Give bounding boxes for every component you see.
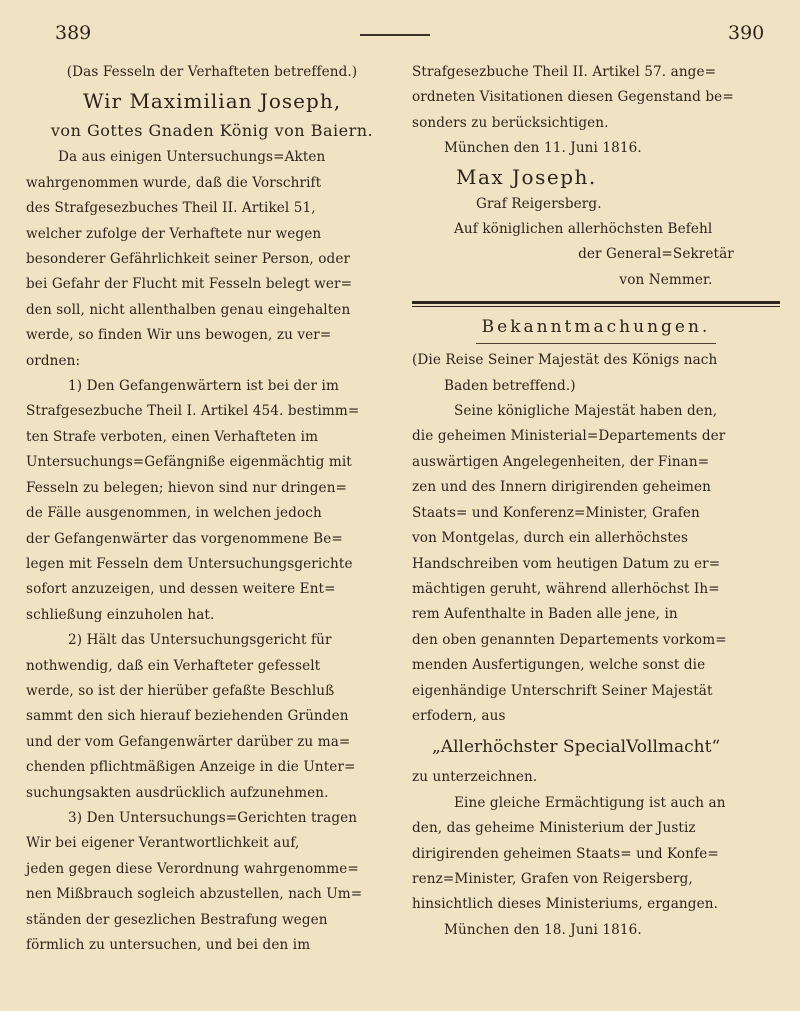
intro-line: ordnen: <box>26 352 81 369</box>
closing-line: Eine gleiche Ermächtigung ist auch an <box>454 794 726 811</box>
page-number-left: 389 <box>55 22 92 44</box>
decree-subject: (Das Fesseln der Verhafteten betreffend.) <box>66 64 358 80</box>
item-2-line: suchungsakten ausdrücklich aufzunehmen. <box>26 784 329 801</box>
intro-line: des Strafgesezbuches Theil II. Artikel 51, <box>26 200 316 217</box>
section-underline <box>476 343 716 344</box>
header-rule <box>360 34 430 36</box>
item-1-line: de Fälle ausgenommen, in welchen jedoch <box>26 505 322 522</box>
decree-title-line-1: Wir Maximilian Joseph, <box>82 89 342 114</box>
order-line: Auf königlichen allerhöchsten Befehl <box>454 221 713 238</box>
notice-line: Handschreiben vom heutigen Datum zu er= <box>412 555 721 572</box>
decree-title-line-2: von Gottes Gnaden König von Baiern. <box>50 121 374 141</box>
special-authority-heading: „Allerhöchster SpecialVollmacht“ <box>432 737 721 758</box>
item-3-line: förmlich zu untersuchen, und bei den im <box>26 937 311 953</box>
intro-line: Da aus einigen Untersuchungs=Akten <box>58 149 326 166</box>
section-divider <box>412 301 780 307</box>
item-2-line: werde, so ist der hierüber gefaßte Beschluß <box>26 682 335 699</box>
item-1-line: schließung einzuholen hat. <box>26 606 215 623</box>
notice-subject: Baden betreffend.) <box>444 377 576 394</box>
closing-line: dirigirenden geheimen Staats= und Konfe= <box>412 845 719 862</box>
item-1-line: sofort anzuzeigen, und dessen weitere Ent= <box>26 581 336 598</box>
item-2-line: chenden pflichtmäßigen Anzeige in die Unter= <box>26 759 356 776</box>
closing-line: hinsichtlich dieses Ministeriums, ergangen. <box>412 896 718 913</box>
item-2-line: nothwendig, daß ein Verhafteter gefesselt <box>26 657 321 674</box>
royal-signature: Max Joseph. <box>456 164 597 189</box>
notice-line: auswärtigen Angelegenheiten, der Finan= <box>412 453 710 470</box>
page-number-right: 390 <box>728 22 765 44</box>
right-column <box>412 60 780 943</box>
left-column <box>26 60 398 958</box>
item-1-line: Untersuchungs=Gefängniße eigenmächtig mit <box>26 454 352 471</box>
section-title: Bekanntmachungen. <box>481 317 711 338</box>
item-2-line: sammt den sich hierauf beziehenden Gründen <box>26 708 349 725</box>
decree-date: München den 11. Juni 1816. <box>444 140 642 157</box>
notice-date: München den 18. Juni 1816. <box>444 921 642 938</box>
continuation-line: ordneten Visitationen diesen Gegenstand be= <box>412 89 734 106</box>
intro-line: welcher zufolge der Verhaftete nur wegen <box>26 225 322 242</box>
item-1-line: Fesseln zu belegen; hievon sind nur dringen= <box>26 479 348 496</box>
item-1-line: legen mit Fesseln dem Untersuchungsgerichte <box>26 555 353 572</box>
notice-line: menden Ausfertigungen, welche sonst die <box>412 657 706 674</box>
intro-line: werde, so finden Wir uns bewogen, zu ver= <box>26 327 332 344</box>
item-2-line: 2) Hält das Untersuchungsgericht für <box>68 632 332 649</box>
item-1-line: 1) Den Gefangenwärtern ist bei der im <box>68 378 339 395</box>
item-3-line: ständen der gesezlichen Bestrafung wegen <box>26 911 328 928</box>
notice-line: zen und des Innern dirigirenden geheimen <box>412 479 712 496</box>
closing-line: zu unterzeichnen. <box>412 769 538 786</box>
notice-line: den oben genannten Departements vorkom= <box>412 631 727 648</box>
item-1-line: Strafgesezbuche Theil I. Artikel 454. bestimm= <box>26 403 360 420</box>
notice-line: von Montgelas, durch ein allerhöchstes <box>412 530 689 547</box>
item-3-line: nen Mißbrauch sogleich abzustellen, nach Um= <box>26 886 363 903</box>
closing-line: renz=Minister, Grafen von Reigersberg, <box>412 870 693 887</box>
notice-line: eigenhändige Unterschrift Seiner Majestät <box>412 682 713 699</box>
continuation-line: Strafgesezbuche Theil II. Artikel 57. ange= <box>412 64 717 80</box>
notice-line: erfodern, aus <box>412 707 506 724</box>
notice-line: Staats= und Konferenz=Minister, Grafen <box>412 504 700 521</box>
intro-line: wahrgenommen wurde, daß die Vorschrift <box>26 174 322 191</box>
continuation-line: sonders zu berücksichtigen. <box>412 114 609 131</box>
countersignature: Graf Reigersberg. <box>476 195 602 212</box>
order-line: von Nemmer. <box>619 271 713 288</box>
item-1-line: der Gefangenwärter das vorgenommene Be= <box>26 530 343 547</box>
notice-line: Seine königliche Majestät haben den, <box>454 403 718 420</box>
order-line: der General=Sekretär <box>578 246 734 263</box>
intro-line: besonderer Gefährlichkeit seiner Person, oder <box>26 251 351 268</box>
item-1-line: ten Strafe verboten, einen Verhafteten im <box>26 428 319 445</box>
closing-line: den, das geheime Ministerium der Justiz <box>412 820 696 837</box>
notice-line: mächtigen geruht, während allerhöchst Ih= <box>412 580 720 597</box>
intro-line: den soll, nicht allenthalben genau eingehalten <box>26 301 351 318</box>
notice-subject: (Die Reise Seiner Majestät des Königs nach <box>412 352 718 369</box>
notice-line: die geheimen Ministerial=Departements der <box>412 428 726 445</box>
item-2-line: und der vom Gefangenwärter darüber zu ma= <box>26 733 351 750</box>
notice-line: rem Aufenthalte in Baden alle jene, in <box>412 606 678 623</box>
intro-line: bei Gefahr der Flucht mit Fesseln belegt wer= <box>26 276 353 293</box>
item-3-line: jeden gegen diese Verordnung wahrgenomme= <box>26 860 359 877</box>
item-3-line: 3) Den Untersuchungs=Gerichten tragen <box>68 809 358 826</box>
item-3-line: Wir bei eigener Verantwortlichkeit auf, <box>26 835 300 852</box>
